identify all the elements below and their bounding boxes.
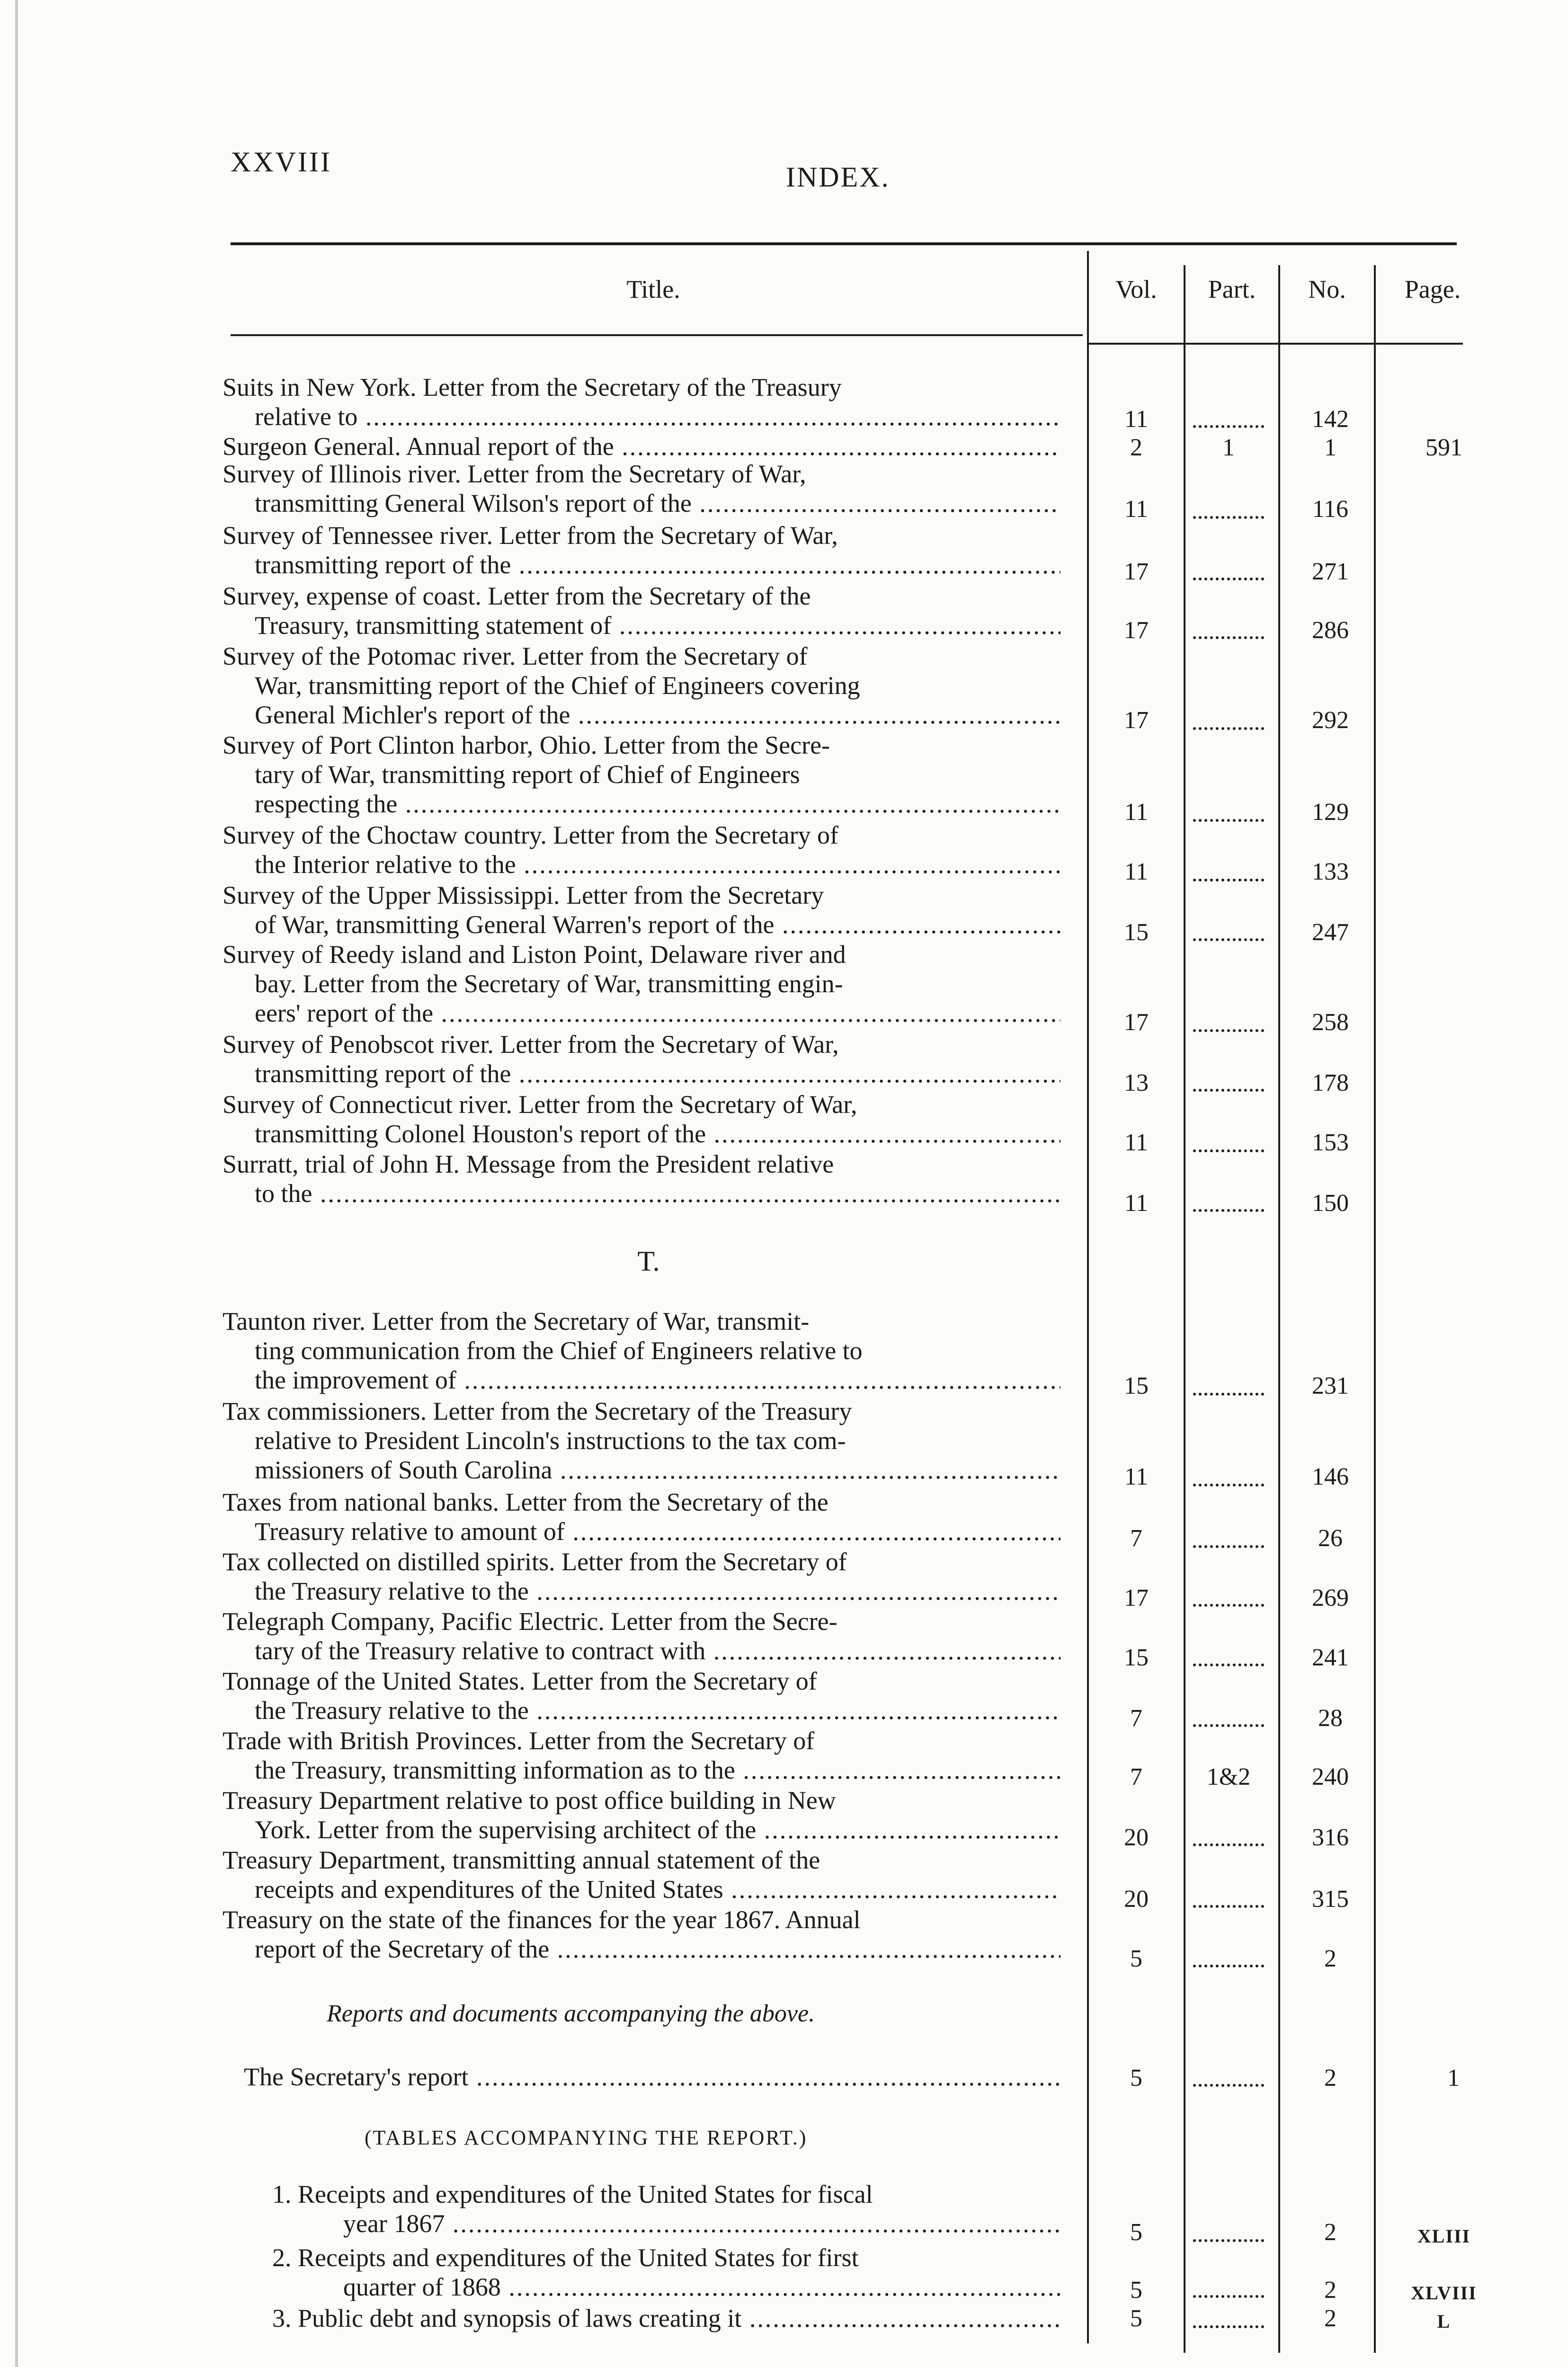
no-cell: 241	[1312, 1644, 1349, 1671]
column-header-no: No.	[1308, 275, 1346, 303]
part-blank	[1193, 879, 1264, 881]
column-header-title: Title.	[626, 275, 680, 303]
part-blank	[1193, 1843, 1264, 1846]
index-entry: Treasury on the state of the finances for the year 1867. Annual report of the Secretary of the .....	[223, 1905, 1060, 1964]
no-cell: 2	[1324, 1945, 1336, 1972]
index-entry: Trade with British Provinces. Letter from the Secretary of the Treasury, transmitting information as to the .....	[223, 1726, 1060, 1785]
part-blank	[1193, 1484, 1264, 1486]
vol-cell: 17	[1124, 558, 1149, 585]
no-cell: 116	[1312, 496, 1349, 523]
no-cell: 286	[1312, 617, 1349, 644]
part-blank	[1193, 819, 1264, 822]
tables-heading: (TABLES ACCOMPANYING THE REPORT.)	[365, 2126, 808, 2149]
header-rule-columns	[1089, 343, 1463, 345]
vol-cell: 11	[1124, 406, 1149, 433]
part-cell: 1&2	[1206, 1763, 1251, 1790]
section-letter: T.	[637, 1246, 660, 1277]
part-blank	[1193, 2084, 1264, 2087]
index-entry: Treasury Department relative to post office building in New York. Letter from the supervising architect of the .....	[223, 1786, 1060, 1844]
vol-cell: 20	[1124, 1824, 1149, 1851]
no-cell: 240	[1312, 1763, 1349, 1790]
no-cell: 2	[1324, 2305, 1336, 2332]
no-cell: 1	[1324, 434, 1336, 461]
vol-cell: 11	[1124, 496, 1149, 523]
no-cell: 146	[1312, 1463, 1349, 1490]
vol-cell: 17	[1124, 1009, 1149, 1036]
index-entry: Survey, expense of coast. Letter from the Secretary of the Treasury, transmitting statement of .....	[223, 581, 1060, 640]
part-blank	[1193, 578, 1264, 580]
index-entry: Surratt, trial of John H. Message from the President relative to the .....	[223, 1149, 1060, 1208]
part-blank	[1193, 1149, 1264, 1152]
part-blank	[1193, 727, 1264, 730]
page-title: INDEX.	[786, 161, 890, 193]
no-cell: 271	[1312, 558, 1349, 585]
part-blank	[1193, 1029, 1264, 1032]
no-cell: 153	[1312, 1129, 1349, 1156]
top-rule	[231, 242, 1457, 245]
part-blank	[1193, 1905, 1264, 1908]
column-header-page: Page.	[1404, 275, 1461, 303]
page-cell: L	[1437, 2311, 1451, 2332]
part-blank	[1193, 1664, 1264, 1666]
part-blank	[1193, 938, 1264, 941]
vol-cell: 15	[1124, 919, 1149, 946]
no-cell: 2	[1324, 2219, 1336, 2246]
no-cell: 231	[1312, 1372, 1349, 1399]
part-cell: 1	[1222, 434, 1235, 461]
vol-cell: 13	[1124, 1069, 1149, 1096]
no-cell: 150	[1312, 1190, 1349, 1217]
page-number: XXVIII	[231, 146, 332, 178]
vol-cell: 17	[1124, 707, 1149, 734]
part-blank	[1193, 2295, 1264, 2298]
no-cell: 26	[1318, 1525, 1343, 1552]
vol-cell: 5	[1130, 2064, 1142, 2091]
vol-cell: 5	[1130, 2219, 1142, 2246]
page-cell: XLVIII	[1411, 2282, 1477, 2304]
index-entry: Taxes from national banks. Letter from the Secretary of the Treasury relative to amount of .....	[223, 1487, 1060, 1546]
index-entry: Surgeon General. Annual report of the .....	[223, 432, 1060, 461]
no-cell: 28	[1318, 1705, 1343, 1732]
vol-cell: 11	[1124, 1190, 1149, 1217]
vol-cell: 7	[1130, 1705, 1142, 1732]
part-blank	[1193, 2325, 1264, 2328]
index-entry: Survey of the Choctaw country. Letter from the Secretary of the Interior relative to the .....	[223, 820, 1060, 879]
secretary-report-entry: The Secretary's report .....	[244, 2062, 1060, 2091]
vol-cell: 7	[1130, 1763, 1142, 1790]
part-blank	[1193, 1724, 1264, 1727]
vol-cell: 5	[1130, 2277, 1142, 2304]
vol-cell: 15	[1124, 1372, 1149, 1399]
page-cell: 591	[1425, 434, 1462, 461]
part-blank	[1193, 1209, 1264, 1212]
part-blank	[1193, 636, 1264, 639]
part-blank	[1193, 516, 1264, 519]
part-blank	[1193, 2239, 1264, 2242]
part-blank	[1193, 1089, 1264, 1092]
table-entry: 1. Receipts and expenditures of the United States for fiscal year 1867 .....	[272, 2180, 1060, 2238]
index-entry: Survey of Port Clinton harbor, Ohio. Letter from the Secre- tary of War, transmitting report of Chief of Engineers respecting the .....	[223, 730, 1060, 819]
no-cell: 133	[1312, 858, 1349, 885]
index-entry: Taunton river. Letter from the Secretary of War, transmit- ting communication from the Chief of Engineers relative to the improvement of .....	[223, 1307, 1060, 1395]
part-blank	[1193, 1604, 1264, 1607]
vol-cell: 17	[1124, 617, 1149, 644]
vol-cell: 11	[1124, 1129, 1149, 1156]
index-entry: Survey of Penobscot river. Letter from the Secretary of War, transmitting report of the .....	[223, 1030, 1060, 1088]
no-cell: 292	[1312, 707, 1349, 734]
index-entry: Survey of the Potomac river. Letter from the Secretary of War, transmitting report of the Chief of Engineers covering General Michler's report of the .....	[223, 641, 1060, 730]
column-header-vol: Vol.	[1115, 275, 1157, 303]
index-entry: Survey of the Upper Mississippi. Letter from the Secretary of War, transmitting General Warren's report of the .....	[223, 881, 1060, 939]
part-blank	[1193, 425, 1264, 428]
index-entry: Tax commissioners. Letter from the Secretary of the Treasury relative to President Lincoln's instructions to the tax com- missioners of South Carolina .....	[223, 1397, 1060, 1485]
page-cell: 1	[1447, 2064, 1460, 2091]
part-blank	[1193, 1393, 1264, 1396]
vol-cell: 11	[1124, 1463, 1149, 1490]
page-edge	[15, 0, 18, 2367]
vol-cell: 15	[1124, 1644, 1149, 1671]
no-cell: 247	[1312, 919, 1349, 946]
vol-cell: 5	[1130, 2305, 1142, 2332]
no-cell: 178	[1312, 1069, 1349, 1096]
header-rule	[231, 334, 1083, 336]
vol-cell: 11	[1124, 858, 1149, 885]
index-entry: Tax collected on distilled spirits. Letter from the Secretary of the Treasury relative to the .....	[223, 1547, 1060, 1606]
vol-cell: 7	[1130, 1525, 1142, 1552]
vol-cell: 11	[1124, 799, 1149, 826]
table-entry: 3. Public debt and synopsis of laws creating it .....	[272, 2304, 1060, 2333]
index-entry: Survey of Reedy island and Liston Point, Delaware river and bay. Letter from the Secretary of War, transmitting engin- eers' report of the .....	[223, 940, 1060, 1028]
no-cell: 316	[1312, 1824, 1349, 1851]
index-entry: Suits in New York. Letter from the Secretary of the Treasury relative to .....	[223, 373, 1060, 431]
no-cell: 2	[1324, 2064, 1336, 2091]
vol-cell: 2	[1130, 434, 1142, 461]
table-entry: 2. Receipts and expenditures of the United States for first quarter of 1868 .....	[272, 2243, 1060, 2302]
index-entry: Telegraph Company, Pacific Electric. Letter from the Secre- tary of the Treasury relative to contract with .....	[223, 1607, 1060, 1665]
no-cell: 258	[1312, 1009, 1349, 1036]
column-header-part: Part.	[1208, 275, 1256, 303]
vol-cell: 5	[1130, 1945, 1142, 1972]
index-entry: Treasury Department, transmitting annual statement of the receipts and expenditures of the United States .....	[223, 1845, 1060, 1904]
index-entry: Tonnage of the United States. Letter from the Secretary of the Treasury relative to the .....	[223, 1666, 1060, 1725]
no-cell: 315	[1312, 1886, 1349, 1913]
vol-cell: 17	[1124, 1584, 1149, 1611]
no-cell: 142	[1312, 406, 1349, 433]
index-entry: Survey of Illinois river. Letter from the Secretary of War, transmitting General Wilson's report of the .....	[223, 459, 1060, 518]
no-cell: 129	[1312, 799, 1349, 826]
no-cell: 269	[1312, 1584, 1349, 1611]
part-blank	[1193, 1545, 1264, 1548]
vol-cell: 20	[1124, 1886, 1149, 1913]
part-blank	[1193, 1965, 1264, 1967]
index-entry: Survey of Tennessee river. Letter from the Secretary of War, transmitting report of the .....	[223, 521, 1060, 579]
subheading: Reports and documents accompanying the above.	[327, 2000, 815, 2027]
index-entry: Survey of Connecticut river. Letter from the Secretary of War, transmitting Colonel Houston's report of the .....	[223, 1090, 1060, 1148]
page-cell: XLIII	[1417, 2225, 1471, 2247]
no-cell: 2	[1324, 2277, 1336, 2304]
